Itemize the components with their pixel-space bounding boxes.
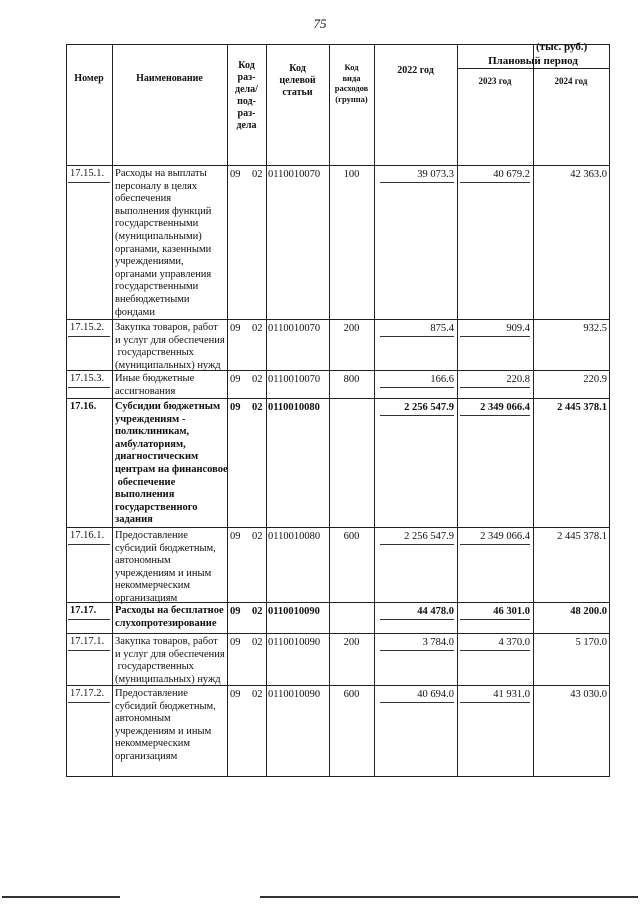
row-value-2022: 875.4: [430, 323, 454, 334]
row-name-line: и услуг для обеспечения: [115, 648, 225, 660]
row-name-line: Закупка товаров, работ: [115, 636, 218, 647]
row-value-2023: 4 370.0: [498, 637, 530, 648]
row-section-code: 09: [230, 374, 241, 385]
row-value-2024: 5 170.0: [575, 637, 607, 648]
row-subsection-code: 02: [252, 169, 263, 180]
page-number: 75: [313, 16, 327, 31]
row-section-code: 09: [230, 689, 241, 700]
row-section-code: 09: [230, 531, 241, 542]
row-value-2022: 3 784.0: [422, 637, 454, 648]
row-name-line: субсидий бюджетным,: [115, 542, 216, 554]
row-name-line: государственных: [115, 661, 194, 673]
row-subsection-code: 02: [252, 323, 263, 334]
underline-number: [68, 182, 110, 183]
underline-2023: [460, 182, 530, 183]
row-value-2024: 2 445 378.1: [557, 402, 607, 413]
row-target-code: 0110010070: [268, 169, 321, 180]
underline-number: [68, 702, 110, 703]
row-target-code: 0110010090: [268, 606, 320, 617]
row-name-line: центрам на финансовое: [115, 463, 228, 475]
underline-2023: [460, 387, 530, 388]
row-expense-code: 600: [343, 531, 360, 542]
underline-2022: [380, 702, 454, 703]
header-plan-period: Плановый период: [488, 55, 578, 67]
header-2024: 2024 год: [554, 76, 588, 86]
row-section-code: 09: [230, 402, 241, 413]
header-2022: 2022 год: [397, 65, 434, 76]
underline-number: [68, 387, 110, 388]
row-number: 17.16.: [70, 401, 97, 412]
row-section-code: 09: [230, 606, 241, 617]
row-target-code: 0110010070: [268, 374, 321, 385]
row-value-2024: 42 363.0: [570, 169, 607, 180]
header-2023: 2023 год: [478, 76, 512, 86]
row-name-line: учреждениям и иным: [115, 567, 212, 579]
row-value-2024: 43 030.0: [570, 689, 607, 700]
row-name-line: субсидий бюджетным,: [115, 700, 216, 712]
row-value-2024: 932.5: [583, 323, 607, 334]
row-name-line: диагностическим: [115, 451, 199, 463]
row-name-line: учреждениям -: [115, 413, 186, 425]
row-expense-code: 200: [343, 637, 360, 648]
row-section-code: 09: [230, 169, 241, 180]
row-name-line: учреждениями,: [115, 256, 184, 268]
row-target-code: 0110010090: [268, 637, 321, 648]
row-value-2022: 166.6: [430, 374, 454, 385]
footer-rule-right: [260, 896, 638, 898]
row-value-2024: 2 445 378.1: [557, 531, 607, 542]
row-value-2022: 2 256 547.9: [404, 531, 454, 542]
row-value-2022: 44 478.0: [417, 606, 454, 617]
row-name-line: обеспечения: [115, 193, 172, 205]
underline-2022: [380, 544, 454, 545]
row-name-line: автономным: [115, 555, 171, 567]
row-value-2023: 41 931.0: [493, 689, 530, 700]
row-value-2023: 2 349 066.4: [480, 531, 530, 542]
row-name-line: (муниципальных) нужд: [115, 673, 221, 685]
row-name-line: выполнения функций: [115, 205, 212, 217]
row-name-line: Расходы на бесплатное: [115, 605, 224, 616]
row-name: [115, 322, 227, 372]
row-name-line: поликлиникам,: [115, 426, 190, 438]
underline-2023: [460, 619, 530, 620]
row-number: 17.15.2.: [70, 322, 105, 333]
row-subsection-code: 02: [252, 374, 263, 385]
row-value-2023: 909.4: [506, 323, 530, 334]
row-value-2022: 40 694.0: [417, 689, 454, 700]
row-value-2024: 48 200.0: [570, 606, 607, 617]
underline-2022: [380, 619, 454, 620]
row-value-2022: 2 256 547.9: [404, 402, 454, 413]
row-expense-code: 100: [343, 169, 360, 180]
underline-number: [68, 619, 110, 620]
underline-2022: [380, 182, 454, 183]
row-expense-code: 600: [343, 689, 360, 700]
row-name: [115, 636, 227, 686]
footer-rule: [2, 896, 120, 898]
underline-2023: [460, 415, 530, 416]
row-expense-code: 800: [343, 374, 360, 385]
row-name-line: Иные бюджетные: [115, 373, 195, 384]
row-name-line: персоналу в целях: [115, 180, 198, 192]
row-number: 17.17.1.: [70, 636, 105, 647]
row-name-line: внебюджетными: [115, 293, 190, 305]
row-name: [115, 605, 227, 630]
row-number: 17.15.3.: [70, 373, 105, 384]
row-value-2023: 2 349 066.4: [480, 402, 530, 413]
row-name-line: выполнения: [115, 489, 175, 501]
header-name: Наименование: [136, 73, 203, 84]
row-name-line: Предоставление: [115, 530, 188, 541]
row-name-line: слухопротезирование: [115, 617, 217, 629]
row-name-line: организациям: [115, 750, 178, 762]
header-section-code: Код раз- дела/ под- раз- дела: [235, 60, 258, 131]
row-number: 17.16.1.: [70, 530, 105, 541]
row-name-line: ассигнования: [115, 385, 176, 397]
underline-number: [68, 650, 110, 651]
underline-2023: [460, 544, 530, 545]
row-name-line: организациям: [115, 592, 178, 604]
row-value-2023: 46 301.0: [493, 606, 530, 617]
row-name: [115, 688, 227, 764]
row-name-line: и услуг для обеспечения: [115, 334, 225, 346]
row-name-line: обеспечение: [115, 476, 176, 488]
row-target-code: 0110010080: [268, 402, 320, 413]
underline-2022: [380, 336, 454, 337]
header-expense-code: Код вида расходов (группа): [334, 62, 369, 104]
underline-number: [68, 544, 110, 545]
row-value-2023: 40 679.2: [493, 169, 530, 180]
row-name-line: государственного: [115, 501, 198, 513]
underline-2023: [460, 650, 530, 651]
row-name: [115, 401, 227, 527]
underline-2022: [380, 387, 454, 388]
row-name-line: государственных: [115, 347, 194, 359]
row-section-code: 09: [230, 323, 241, 334]
row-name-line: Расходы на выплаты: [115, 168, 207, 179]
row-subsection-code: 02: [252, 531, 263, 542]
header-number: Номер: [74, 73, 104, 84]
row-value-2024: 220.9: [583, 374, 607, 385]
row-name-line: автономным: [115, 713, 171, 725]
row-number: 17.17.: [70, 605, 97, 616]
row-target-code: 0110010080: [268, 531, 321, 542]
row-name-line: задания: [115, 514, 153, 526]
underline-2022: [380, 415, 454, 416]
row-name: [115, 168, 227, 319]
row-subsection-code: 02: [252, 689, 263, 700]
row-name-line: учреждениям и иным: [115, 725, 212, 737]
row-number: 17.17.2.: [70, 688, 105, 699]
row-name-line: государственными: [115, 218, 199, 230]
row-name-line: Закупка товаров, работ: [115, 322, 218, 333]
row-subsection-code: 02: [252, 606, 263, 617]
row-name-line: (муниципальными): [115, 230, 202, 242]
row-name-line: некоммерческим: [115, 738, 191, 750]
row-name-line: амбулаториям,: [115, 438, 186, 450]
row-name-line: органами, казенными: [115, 243, 212, 255]
underline-2023: [460, 702, 530, 703]
row-value-2022: 39 073.3: [417, 169, 454, 180]
header-target-code: Код целевой статьи: [279, 63, 316, 98]
units-label: (тыс. руб.): [536, 41, 588, 53]
row-target-code: 0110010070: [268, 323, 321, 334]
row-name-line: Предоставление: [115, 688, 188, 699]
row-subsection-code: 02: [252, 402, 263, 413]
row-name-line: государственными: [115, 281, 199, 293]
row-name-line: органами управления: [115, 268, 212, 280]
underline-number: [68, 336, 110, 337]
row-expense-code: 200: [343, 323, 360, 334]
row-name: [115, 373, 227, 398]
row-section-code: 09: [230, 637, 241, 648]
underline-2023: [460, 336, 530, 337]
row-name-line: фондами: [115, 306, 155, 318]
row-value-2023: 220.8: [506, 374, 530, 385]
row-name-line: Субсидии бюджетным: [115, 401, 221, 412]
row-name-line: (муниципальных) нужд: [115, 359, 221, 371]
underline-2022: [380, 650, 454, 651]
row-name: [115, 530, 227, 606]
row-number: 17.15.1.: [70, 168, 105, 179]
row-name-line: некоммерческим: [115, 580, 191, 592]
row-target-code: 0110010090: [268, 689, 321, 700]
row-subsection-code: 02: [252, 637, 263, 648]
